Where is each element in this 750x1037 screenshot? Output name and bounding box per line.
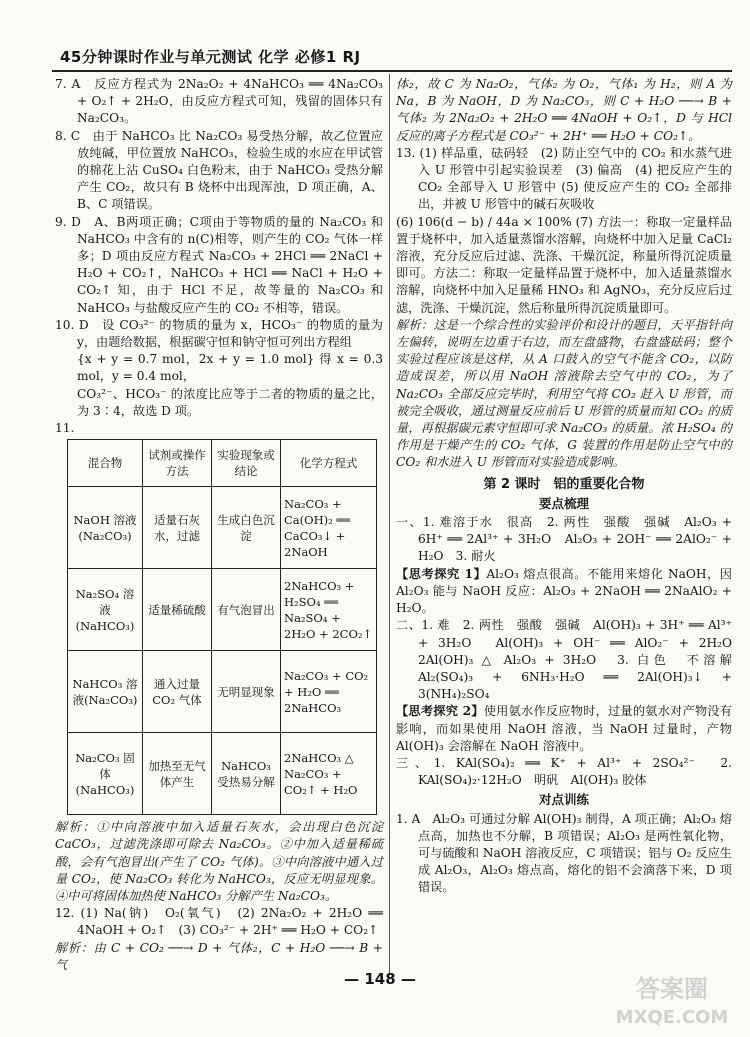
table-header: 化学方程式 <box>281 440 377 487</box>
table-cell: 适量石灰水，过滤 <box>143 487 212 569</box>
page-number: — 148 — <box>344 970 416 988</box>
watermark-logo <box>610 965 740 1033</box>
key-point-3: 三、1. KAl(SO₄)₂ ══ K⁺ + Al³⁺ + 2SO₄²⁻ 2. KAl(SO₄)₂·12H₂O 明矾 Al(OH)₃ 胶体 <box>396 755 732 788</box>
header-rule <box>52 70 732 72</box>
table-cell: Na₂CO₃ + CO₂ + H₂O ══ 2NaHCO₃ <box>281 651 377 733</box>
table-header: 混合物 <box>68 440 143 487</box>
key-point-1: 一、1. 难溶于水 很高 2. 两性 强酸 强碱 Al₂O₃ + 6H⁺ ══ 2Al³⁺ + 3H₂O Al₂O₃ + 2OH⁻ ══ 2AlO₂⁻ + H₂O 3. 耐火 <box>396 515 732 564</box>
answer-11-label: 11. <box>55 421 75 436</box>
table-row <box>68 569 377 651</box>
think-explore-1-text: Al₂O₃ 熔点很高。不能用来熔化 NaOH，因 Al₂O₃ 能与 NaOH 反应：Al₂O₃ + 2NaOH ══ 2NaAlO₂ + H₂O。 <box>396 566 732 616</box>
answer-12-analysis-cont: 体₂，故 C 为 Na₂O₂，气体₂ 为 O₂，气体₁ 为 H₂，则 A 为 Na，B 为 NaOH，D 为 Na₂CO₃，则 C + H₂O ──→ B + 气体₂ 为 2Na₂O₂ + 2H₂O ══ 4NaOH + O₂↑，D 与 HCl 反应的离子方程式是 CO₃²⁻ + 2H⁺ ══ H₂O + CO₂↑。 <box>396 77 732 143</box>
table-cell: NaHCO₃ 溶液(Na₂CO₃) <box>68 651 143 733</box>
table-header: 试剂或操作方法 <box>143 440 212 487</box>
table-header-row <box>68 440 377 487</box>
running-header <box>0 44 750 68</box>
lesson-title: 第 2 课时 铝的重要化合物 <box>483 476 645 492</box>
table-row <box>68 733 377 815</box>
think-explore-1-label: 【思考探究 1】 <box>396 566 487 581</box>
header-title: 45分钟课时作业与单元测试 化学 必修1 RJ <box>60 48 361 66</box>
answer-7: 7. A 反应方程式为 2Na₂O₂ + 4NaHCO₃ ══ 4Na₂CO₃ + O₂↑ + 2H₂O，由反应方程式可知，残留的固体只有 Na₂CO₃。 <box>55 77 383 126</box>
practice-1: 1. A Al₂O₃ 可通过分解 Al(OH)₃ 制得，A 项正确；Al₂O₃ 熔点高，加热也不分解，B 项错误；Al₂O₃ 是两性氧化物，可与硫酸和 NaOH 溶液反应，C 项错误；铝与 O₂ 反应生成 Al₂O₃，Al₂O₃ 熔点高，熔化的铝不会滴落下来，D 项错误。 <box>396 811 732 895</box>
table-cell: 适量稀硫酸 <box>143 569 212 651</box>
think-explore-1 <box>396 566 732 618</box>
right-column <box>396 76 745 897</box>
answer-8: 8. C 由于 NaHCO₃ 比 Na₂CO₃ 易受热分解，故乙位置应放纯碱，甲位置放 NaHCO₃，检验生成的水应在甲试管的棉花上沾 CuSO₄ 白色粉末，由于 NaHCO₃ 受热分解产生 CO₂，故只有 B 烧杯中出现浑浊，D 项正确，A、B、C 项错误。 <box>55 128 383 212</box>
table-cell: Na₂SO₄ 溶液(NaHCO₃) <box>68 569 143 651</box>
answer-12-analysis: 解析：由 C + CO₂ ──→ D + 气体₂，C + H₂O ──→ B + 气 <box>55 940 383 972</box>
answer-10-a: 10. D 设 CO₃²⁻ 的物质的量为 x，HCO₃⁻ 的物质的量为 y，由题给数据，根据碳守恒和钠守恒可列出方程组 <box>55 317 383 350</box>
table-header: 实验现象或结论 <box>212 440 281 487</box>
section-title-key-points: 要点梳理 <box>538 495 589 511</box>
think-explore-2-label: 【思考探究 2】 <box>396 704 484 719</box>
answer-13-a: 13. (1) 样品重，砝码轻 (2) 防止空气中的 CO₂ 和水蒸气进入 U 形管中引起实验误差 (3) 偏高 (4) 把反应产生的 CO₂ 全部导入 U 形管中 (5) 使反应产生的 CO₂ 全部排出，并被 U 形管中的碱石灰吸收 <box>396 145 732 212</box>
watermark-line1: 答案圈 <box>636 975 708 1003</box>
table-row <box>68 651 377 733</box>
table-cell: 2NaHCO₃ + H₂SO₄ ══ Na₂SO₄ + 2H₂O + 2CO₂↑ <box>281 569 377 651</box>
table-cell: 有气泡冒出 <box>212 569 281 651</box>
table-cell: 加热至无气体产生 <box>143 733 212 815</box>
think-explore-2-text: 使用氨水作反应物时，过量的氨水对产物没有影响，而如果使用 NaOH 溶液，当 NaOH 过量时，产物 Al(OH)₃ 会溶解在 NaOH 溶液中。 <box>396 704 732 753</box>
table-cell: NaOH 溶液(Na₂CO₃) <box>68 487 143 569</box>
table-cell: 通入过量 CO₂ 气体 <box>143 651 212 733</box>
answer-10-c: CO₃²⁻、HCO₃⁻ 的浓度比应等于二者的物质的量之比，为 3∶4，故选 D 项。 <box>76 386 383 418</box>
table-cell: 无明显现象 <box>212 651 281 733</box>
column-divider <box>389 74 390 974</box>
think-explore-2 <box>396 703 732 755</box>
table-cell: 2NaHCO₃ △ Na₂CO₃ + CO₂↑ + H₂O <box>281 733 377 815</box>
table-cell: Na₂CO₃ + Ca(OH)₂ ══ CaCO₃↓ + 2NaOH <box>281 487 377 569</box>
answer-11-analysis: 解析：①中向溶液中加入适量石灰水，会出现白色沉淀 CaCO₃，过滤洗涤即可除去 Na₂CO₃。②中加入适量稀硫酸，会有气泡冒出(产生了 CO₂ 气体)。③中向溶液中通入过量 CO₂，使 Na₂CO₃ 转化为 NaHCO₃，反应无明显现象。④中可将固体加热使 NaHCO₃ 分解产生 Na₂CO₃。 <box>55 820 383 904</box>
answer-13-analysis: 解析：这是一个综合性的实验评价和设计的题目，天平指针向左偏转，说明左边重于右边，而左盘盛物，右盘盛砝码；整个实验过程应该是这样，从 A 口鼓入的空气不能含 CO₂，以防造成误差，所以用 NaOH 溶液除去空气中的 CO₂，为了 Na₂CO₃ 全部反应完毕时，利用空气将 CO₂ 赶入 U 形管，而被完全吸收，通过测量反应前后 U 形管的质量而知 CO₂ 的质量，再根据碳元素守恒即可求 Na₂CO₃ 的质量。浓 H₂SO₄ 的作用是干燥产生的 CO₂ 气体，G 装置的作用是防止空气中的 CO₂ 和水进入 U 形管而对实验造成影响。 <box>396 317 732 470</box>
answer-13-b: (6) 106(d − b) / 44a × 100% (7) 方法一：称取一定量样品置于烧杯中，加入适量蒸馏水溶解，向烧杯中加入足量 CaCl₂ 溶液，充分反应后过滤、洗涤、干燥沉淀，称量所得沉淀质量即可。方法二：称取一定量样品置于烧杯中，加入适量蒸馏水溶解，向烧杯中加入足量稀 HNO₃ 和 AgNO₃，充分反应后过滤，洗涤、干燥沉淀，然后称量所得沉淀质量即可。 <box>396 214 732 315</box>
answer-9: 9. D A、B两项正确；C项由于等物质的量的 Na₂CO₃ 和 NaHCO₃ 中含有的 n(C)相等，则产生的 CO₂ 气体一样多；D 项由反应方程式 Na₂CO₃ + 2HCl ══ 2NaCl + H₂O + CO₂↑，NaHCO₃ + HCl ══ NaCl + H₂O + CO₂↑ 知，由于 HCl 不足，故等量的 Na₂CO₃ 和 NaHCO₃ 与盐酸反应产生的 CO₂ 不相等，错误。 <box>55 214 383 315</box>
watermark-line2: MXQE.COM <box>615 1007 729 1028</box>
table-row <box>68 487 377 569</box>
answer-11-table <box>67 439 377 815</box>
left-column <box>55 76 383 974</box>
table-cell: NaHCO₃ 受热易分解 <box>212 733 281 815</box>
answer-12: 12. (1) Na(钠) O₂(氧气) (2) 2Na₂O₂ + 2H₂O ══ 4NaOH + O₂↑ (3) CO₃²⁻ + 2H⁺ ══ H₂O + CO₂↑ <box>55 906 383 938</box>
key-point-2: 二、1. 难 2. 两性 强酸 强碱 Al(OH)₃ + 3H⁺ ══ Al³⁺ + 3H₂O Al(OH)₃ + OH⁻ ══ AlO₂⁻ + 2H₂O 2Al(OH)₃ △ Al₂O₃ + 3H₂O 3. 白色 不溶解 Al₂(SO₄)₃ + 6NH₃·H₂O ══ 2Al(OH)₃↓ + 3(NH₄)₂SO₄ <box>396 618 745 702</box>
table-cell: 生成白色沉淀 <box>212 487 281 569</box>
table-cell: Na₂CO₃ 固体(NaHCO₃) <box>68 733 143 815</box>
section-title-practice: 对点训练 <box>538 792 589 808</box>
answer-10-equations: {x + y = 0.7 mol，2x + y = 1.0 mol} 得 x = 0.3 mol，y = 0.4 mol， <box>76 352 383 384</box>
